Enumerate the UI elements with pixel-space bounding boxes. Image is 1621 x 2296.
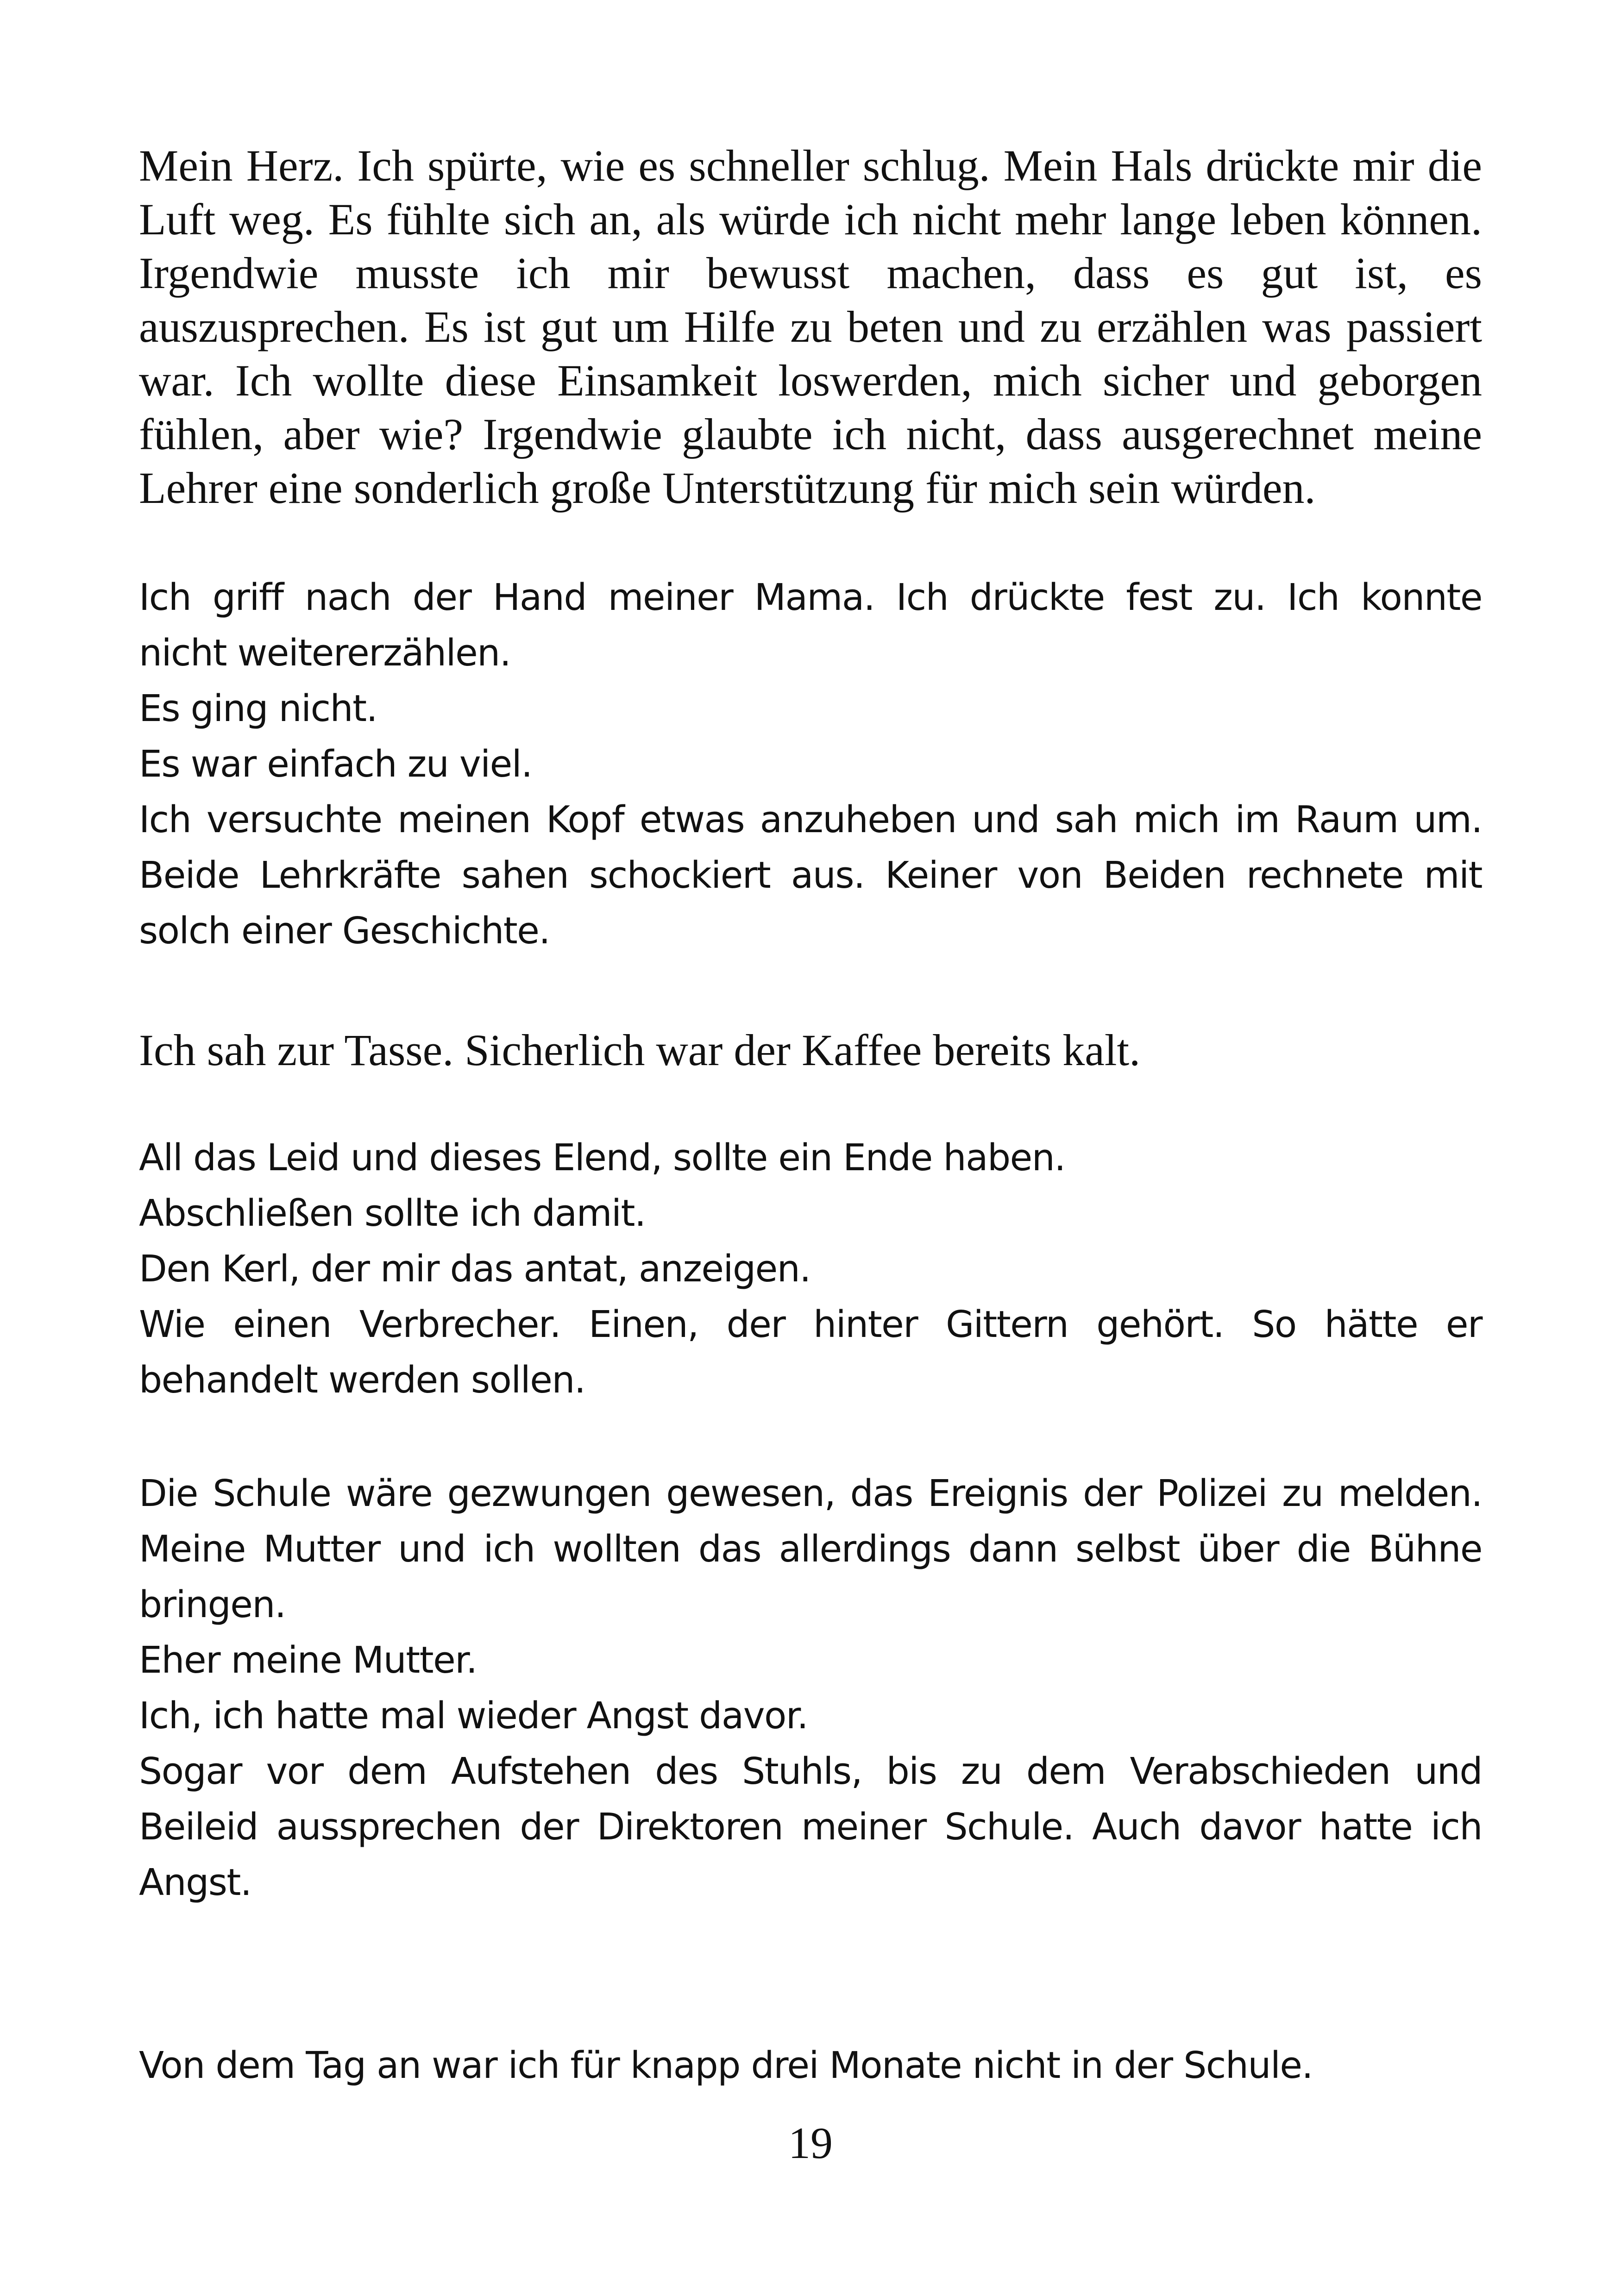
text-line: solch einer Geschichte. <box>139 910 550 952</box>
text-line: Beileid aussprechen der Direktoren meiner Schule. Auch davor hatte ich <box>139 1806 1482 1848</box>
text-line: Es war einfach zu viel. <box>139 743 532 785</box>
text-line: Ich griff nach der Hand meiner Mama. Ich drückte fest zu. Ich konnte <box>139 576 1482 619</box>
text-line: Sogar vor dem Aufstehen des Stuhls, bis zu dem Verabschieden und <box>139 1750 1482 1793</box>
text-line: Abschließen sollte ich damit. <box>139 1192 646 1235</box>
paragraph-hand <box>139 570 1482 959</box>
text-line: Den Kerl, der mir das antat, anzeigen. <box>139 1248 810 1290</box>
text-line: Ich, ich hatte mal wieder Angst davor. <box>139 1694 808 1737</box>
text-line: bringen. <box>139 1583 286 1626</box>
page-number: 19 <box>788 2118 833 2168</box>
paragraph-end <box>139 1130 1482 1408</box>
paragraph-school <box>139 1466 1482 1910</box>
text-line: Angst. <box>139 1861 251 1904</box>
paragraph-heart: Mein Herz. Ich spürte, wie es schneller schlug. Mein Hals drückte mir die Luft weg. Es fühlte sich an, als würde ich nicht mehr lange leben können. Irgendwie musste ich mir bewusst machen, dass es gut ist, es auszusprechen. Es ist gut um Hilfe zu beten und zu erzählen was passiert war. Ich wollte diese Einsamkeit loswerden, mich sicher und geborgen fühlen, aber wie? Irgendwie glaubte ich nicht, dass ausgerechnet meine Lehrer eine sonderlich große Unterstützung für mich sein würden. <box>139 141 1482 513</box>
paragraph-months <box>139 2038 1482 2093</box>
text-line: Ich versuchte meinen Kopf etwas anzuheben und sah mich im Raum um. <box>139 798 1482 841</box>
text-line: Es ging nicht. <box>139 687 377 730</box>
text-line: Wie einen Verbrecher. Einen, der hinter Gittern gehört. So hätte er <box>139 1303 1482 1346</box>
text-line: Die Schule wäre gezwungen gewesen, das Ereignis der Polizei zu melden. <box>139 1472 1482 1515</box>
text-line: behandelt werden sollen. <box>139 1359 585 1401</box>
text-line: Von dem Tag an war ich für knapp drei Monate nicht in der Schule. <box>139 2044 1313 2087</box>
text-line: Meine Mutter und ich wollten das allerdings dann selbst über die Bühne <box>139 1528 1482 1570</box>
paragraph-cup: Ich sah zur Tasse. Sicherlich war der Kaffee bereits kalt. <box>139 1025 1141 1075</box>
text-line: Beide Lehrkräfte sahen schockiert aus. Keiner von Beiden rechnete mit <box>139 854 1482 897</box>
text-line: nicht weitererzählen. <box>139 632 511 674</box>
text-line: Eher meine Mutter. <box>139 1639 477 1681</box>
text-line: All das Leid und dieses Elend, sollte ein Ende haben. <box>139 1136 1065 1179</box>
